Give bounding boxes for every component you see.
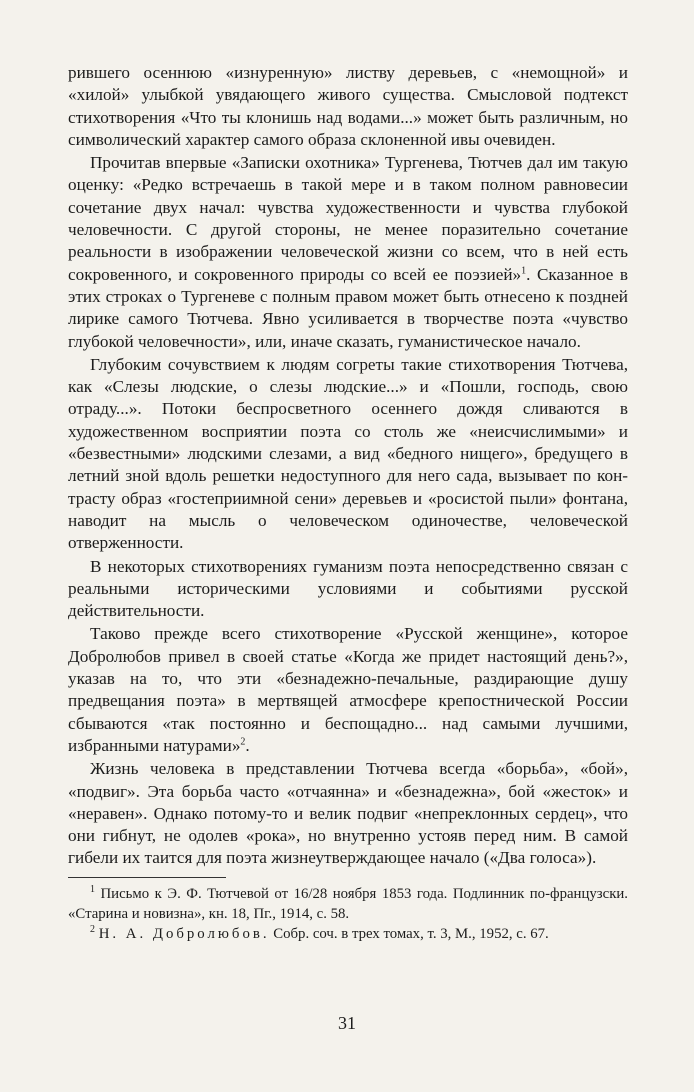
footnote-2-author: Н. А. Добролюбов. [98, 925, 270, 942]
paragraph-1-text: рившего осеннюю «изнуренную» листву деревьев, с «немощной» и «хилой» улыбкой увядающего живого существа. Смысловой подтекст стихотворения «Что ты клонишь над водами...» может быть различным, но символический характер самого образа склоненной ивы очевиден. [68, 63, 628, 149]
page-number: 31 [338, 1013, 356, 1033]
paragraph-2-tail: . Сказанное в этих строках о Тургеневе с полным правом может быть отнесено к поздней лирике самого Тютчева. Явно усиливается в творчестве поэта «чувство глубокой человечности», или, иначе сказать, гуманистическое начало. [68, 264, 629, 351]
footnote-1-text: Письмо к Э. Ф. Тютчевой от 16/28 ноября 1853 года. Подлинник по-французски. «Старина и новизна», кн. 18, Пг., 1914, с. 58. [68, 885, 628, 922]
paragraph-6 [68, 758, 628, 869]
footnote-1 [68, 884, 628, 924]
paragraph-3-text: Глубоким сочувствием к людям согреты такие стихотворения Тютчева, как «Слезы людские, о слезы людские...» и «Пошли, господь, свою отраду...». Потоки беспросветного осеннего дождя сливаются в художественном восприятии поэта со столь же «неисчислимыми» и «безвестными» людскими слезами, а вид «бедного нищего», бредущего в летний зной вдоль решетки недоступного для него сада, вызывает по контрасту образ «гостеприимной сени» деревьев и «росистой пыли» фонтана, наводит на мысль о человеческом одиночестве, человеческой отверженности. [68, 354, 628, 553]
paragraph-6-text: Жизнь человека в представлении Тютчева всегда «борьба», «бой», «подвиг». Эта борьба часто «отчаянна» и «безнадежна», бой «жесток» и «неравен». Однако потому-то и велик подвиг «непреклонных сердец», что они гибнут, не одолев «рока», но внутренно устояв перед ним. В самой гибели их таится для поэта жизнеутверждающее начало («Два голоса»). [68, 759, 628, 868]
footnote-mark-2: 2 [90, 923, 95, 935]
footnote-ref-1[interactable]: 1 [521, 264, 527, 276]
paragraph-5-tail: . [245, 735, 250, 755]
paragraph-2 [68, 152, 628, 353]
paragraph-2-text: Прочитав впервые «Записки охотника» Тургенева, Тютчев дал им такую оценку: «Редко встречаешь в такой мере и в таком полном равновесии сочетание двух начал: чувства художественности и чувства глубокой человечности. С другой стороны, не менее поразительно сочетание реальности в изображении человеческой жизни со всем, что в ней есть сокровенного, и сокровенного природы со всей ее поэзией» [68, 153, 628, 284]
footnote-divider [68, 877, 226, 878]
footnote-mark-1: 1 [90, 883, 95, 895]
paragraph-3 [68, 354, 628, 555]
page-body [68, 62, 628, 944]
paragraph-4-text: В некоторых стихотворениях гуманизм поэта непосредственно связан с реальными историческими условиями и событиями русской действительности. [68, 556, 628, 621]
paragraph-5-text: Таково прежде всего стихотворение «Русской женщине», которое Добролюбов привел в своей статье «Когда же придет настоящий день?», указав на то, что эти «безнадежно-печальные, раздирающие душу предвещания поэта» в мертвящей атмосфере крепостнической России сбываются «так постоянно и беспощадно... над самыми лучшими, избранными натурами» [68, 624, 628, 755]
footnote-2-text: Собр. соч. в трех томах, т. 3, М., 1952, с. 67. [269, 925, 549, 942]
footnote-ref-2[interactable]: 2 [240, 736, 246, 748]
paragraph-1 [68, 62, 628, 151]
paragraph-4 [68, 556, 628, 623]
paragraph-5 [68, 623, 628, 757]
footnote-2 [68, 924, 628, 944]
